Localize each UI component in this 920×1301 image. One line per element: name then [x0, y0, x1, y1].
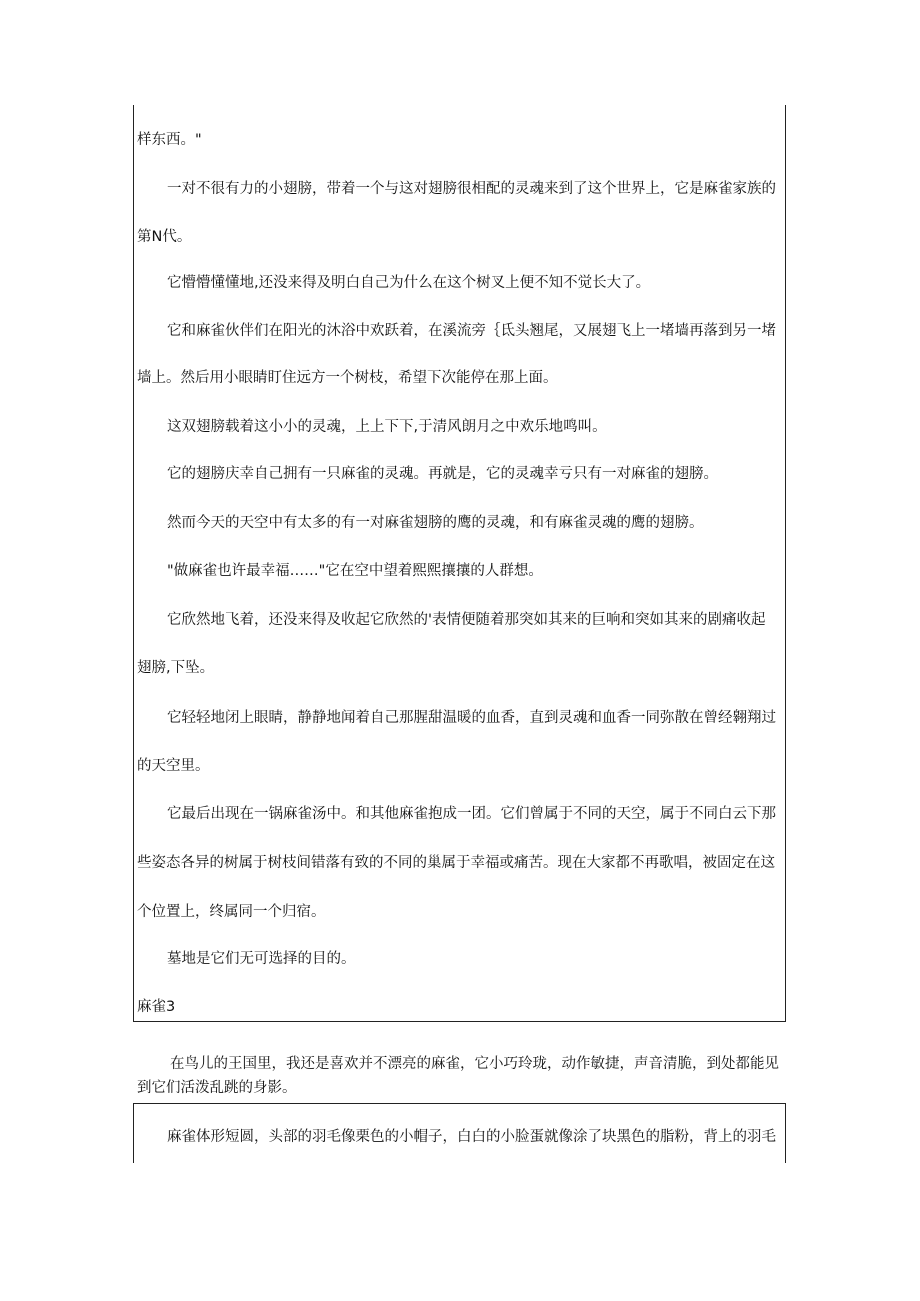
section-heading: 麻雀3	[137, 999, 176, 1015]
paragraph-line: 它欣然地飞着，还没来得及收起它欣然的'表情便随着那突如其来的巨响和突如其来的剧痛收起	[167, 612, 766, 628]
paragraph-line: 它最后出现在一锅麻雀汤中。和其他麻雀抱成一团。它们曾属于不同的天空，属于不同白云下那	[167, 806, 776, 822]
paragraph-line: "做麻雀也许最幸福……"它在空中望着熙熙攘攘的人群想。	[167, 563, 543, 579]
paragraph-line: 麻雀体形短圆，头部的羽毛像栗色的小帽子，白白的小脸蛋就像涂了块黑色的脂粉，背上的羽毛	[167, 1129, 776, 1145]
paragraph-line: 到它们活泼乱跳的身影。	[137, 1080, 297, 1096]
paragraph-line: 些姿态各异的树属于树枝间错落有致的不同的巢属于幸福或痛苦。现在大家都不再歌唱，被固定在这	[137, 855, 775, 871]
paragraph-line: 一对不很有力的小翅膀，带着一个与这对翅膀很相配的灵魂来到了这个世界上，它是麻雀家族的	[167, 181, 776, 197]
paragraph-line: 第N代。	[137, 229, 192, 245]
paragraph-line: 的天空里。	[137, 758, 210, 774]
paragraph-line: 墙上。然后用小眼睛盯住远方一个树枝，希望下次能停在那上面。	[137, 370, 558, 386]
paragraph-line: 在鸟儿的王国里，我还是喜欢并不漂亮的麻雀，它小巧玲珑，动作敏捷，声音清脆，到处都能见	[170, 1056, 779, 1072]
paragraph-line: 它懵懵懂懂地,还没来得及明白自己为什么在这个树叉上便不知不觉长大了。	[167, 275, 651, 291]
paragraph-line: 翅膀,下坠。	[137, 660, 215, 676]
paragraph-line: 这双翅膀载着这小小的灵魂，上上下下,于清风朗月之中欢乐地鸣叫。	[167, 419, 607, 435]
paragraph-line: 样东西。"	[137, 132, 202, 148]
paragraph-line: 它轻轻地闭上眼睛，静静地闻着自己那腥甜温暖的血香，直到灵魂和血香一同弥散在曾经翱翔过	[167, 710, 776, 726]
paragraph-line: 它和麻雀伙伴们在阳光的沐浴中欢跃着，在溪流旁｛氐头翘尾，又展翅飞上一堵墙再落到另一堵	[167, 323, 776, 339]
paragraph-line: 它的翅膀庆幸自己拥有一只麻雀的灵魂。再就是，它的灵魂幸亏只有一对麻雀的翅膀。	[167, 466, 718, 482]
paragraph-line: 然而今天的天空中有太多的有一对麻雀翅膀的鹰的灵魂，和有麻雀灵魂的鹰的翅膀。	[167, 515, 704, 531]
paragraph-line: 墓地是它们无可选择的目的。	[167, 951, 356, 967]
paragraph-line: 个位置上，终属同一个归宿。	[137, 904, 326, 920]
